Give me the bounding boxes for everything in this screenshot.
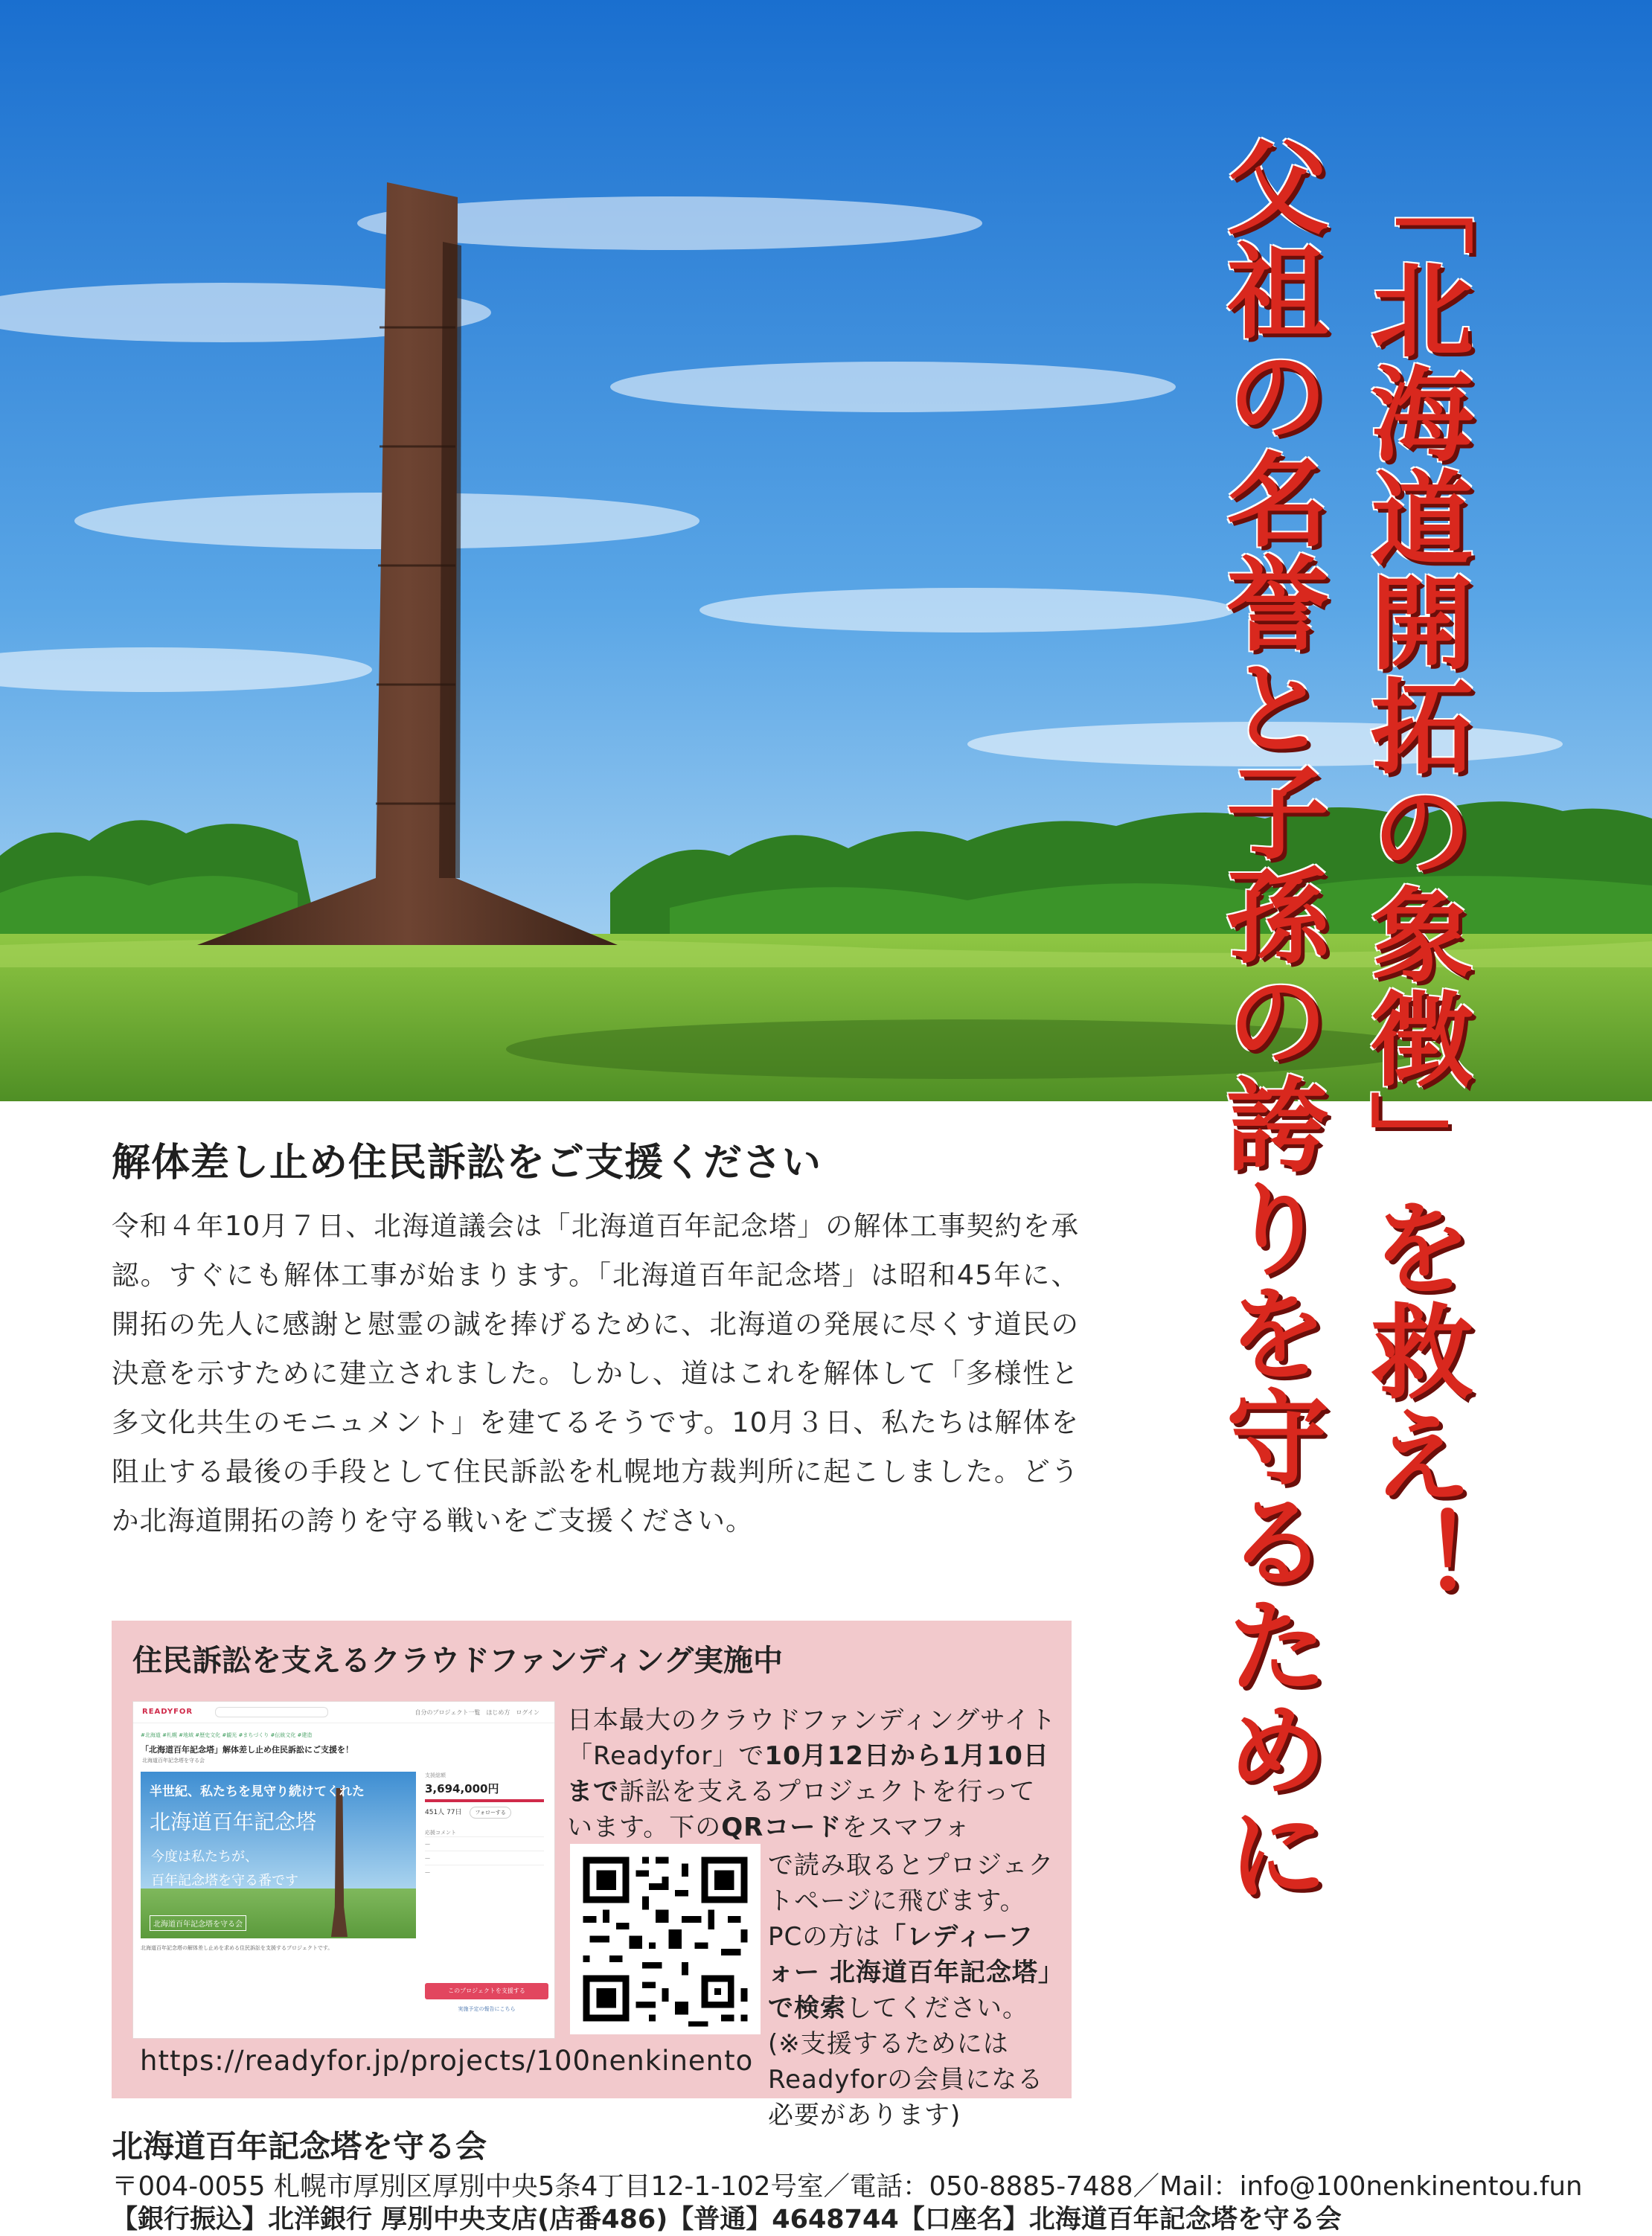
support-project-button: このプロジェクトを支援する [425, 1983, 548, 1999]
support-report-link: 実施予定の報告にこちら [458, 2006, 516, 2012]
cf-text-e: をスマフォ [842, 1813, 970, 1842]
cf-qr-label: QRコード [721, 1813, 842, 1842]
readyfor-header [133, 1702, 554, 1723]
readyfor-project-owner: 北海道百年記念塔を守る会 [142, 1758, 205, 1764]
cf-side-a: で読み取るとプロジェクトページに飛びます。PCの方は [768, 1851, 1054, 1952]
qr-code[interactable] [570, 1844, 761, 2034]
comments-section [425, 1829, 544, 1879]
comments-label: 応援コメント [425, 1830, 456, 1836]
follow-button: フォローする [470, 1807, 510, 1819]
readyfor-page-screenshot [132, 1701, 555, 2039]
readyfor-funding-panel [425, 1772, 544, 1879]
funding-progress-bar [425, 1799, 544, 1802]
comment-item: — [425, 1865, 544, 1879]
readyfor-search-field [215, 1707, 328, 1717]
qr-code-icon [570, 1844, 761, 2034]
tower-thumbnail [331, 1788, 348, 1937]
raised-label: 支援総額 [425, 1772, 446, 1778]
image-caption-2: 北海道百年記念塔 [150, 1810, 317, 1834]
comment-item: — [425, 1851, 544, 1865]
image-caption-3: 今度は私たちが、 [151, 1849, 258, 1865]
image-caption-4: 百年記念塔を守る番です [151, 1873, 298, 1889]
readyfor-tags: #北海道 #札幌 #地域 #歴史文化 #観光 #まちづくり #伝統文化 #建造 [141, 1732, 313, 1738]
appeal-body: 令和４年10月７日、北海道議会は「北海道百年記念塔」の解体工事契約を承認。すぐにも解体工事が始まります。「北海道百年記念塔」は昭和45年に、開拓の先人に感謝と慰霊の誠を捧げるために、北海道の発展に尽くす道民の決意を示すために建立されました。しかし、道はこれを解体して「多様性と多文化共生のモニュメント」を建てるそうです。10月３日、私たちは解体を阻止する最後の手段として住民訴訟を札幌地方裁判所に起こしました。どうか北海道開拓の誇りを守る戦いをご支援ください。 [112, 1210, 1079, 1537]
crowdfunding-box [112, 1621, 1072, 2130]
readyfor-project-title: 「北海道百年記念塔」解体差し止め住民訴訟にご支援を！ [141, 1745, 353, 1755]
funding-stats [425, 1807, 544, 1819]
crowdfunding-title: 住民訴訟を支えるクラウドファンディング実施中 [132, 1644, 783, 1678]
headline-honor-and-pride: 父祖の名誉と子孫の誇りを守るために [1209, 134, 1329, 1905]
raised-amount: 3,694,000円 [425, 1782, 499, 1795]
image-org-label: 北海道百年記念塔を守る会 [150, 1915, 246, 1931]
bank-transfer-info: 【銀行振込】北洋銀行 厚別中央支店(店番486)【普通】4648744【口座名】北海道百年記念塔を守る会 [112, 2205, 1342, 2235]
readyfor-logo: READYFOR [142, 1708, 193, 1716]
days-left: 77日 [446, 1809, 462, 1816]
organization-name: 北海道百年記念塔を守る会 [112, 2128, 487, 2165]
cf-text-c: 訴訟を支えるプロジェクトを行っています。下の [567, 1777, 1036, 1842]
organization-contact: 〒004-0055 札幌市厚別区厚別中央5条4丁目12-1-102号室／電話：050-8885-7488／Mail：info@100nenkinentou.fun [112, 2171, 1583, 2202]
cf-search-term: 「レディーフォー 北海道百年記念塔」で検索 [768, 1922, 1051, 2023]
readyfor-nav: 自分のプロジェクト一覧 ほじめ方 ログイン [414, 1709, 540, 1716]
readyfor-project-description: 北海道百年記念塔の解体差し止めを求める住民訴訟を支援するプロジェクトです。 [141, 1945, 333, 1951]
headline-save-the-symbol: 「北海道開拓の象徴」を救え！ [1354, 153, 1473, 1611]
readyfor-project-image [141, 1772, 416, 1938]
cf-side-c: してください。(※支援するためにはReadyforの会員になる必要があります) [768, 1993, 1044, 2130]
appeal-title: 解体差し止め住民訴訟をご支援ください [112, 1141, 822, 1185]
crowdfunding-description [567, 1702, 1058, 1845]
supporter-count: 451人 [425, 1809, 445, 1816]
comment-item: — [425, 1836, 544, 1851]
image-caption-1: 半世紀、私たちを見守り続けてくれた [150, 1784, 365, 1799]
project-url-link[interactable]: https://readyfor.jp/projects/100nenkinento [140, 2045, 754, 2077]
crowdfunding-instructions [768, 1848, 1058, 2133]
cf-text-a: 日本最大のクラウドファンディングサイト「Readyfor」で [567, 1705, 1057, 1771]
cf-period: 10月12日から1月10日まで [567, 1741, 1049, 1807]
